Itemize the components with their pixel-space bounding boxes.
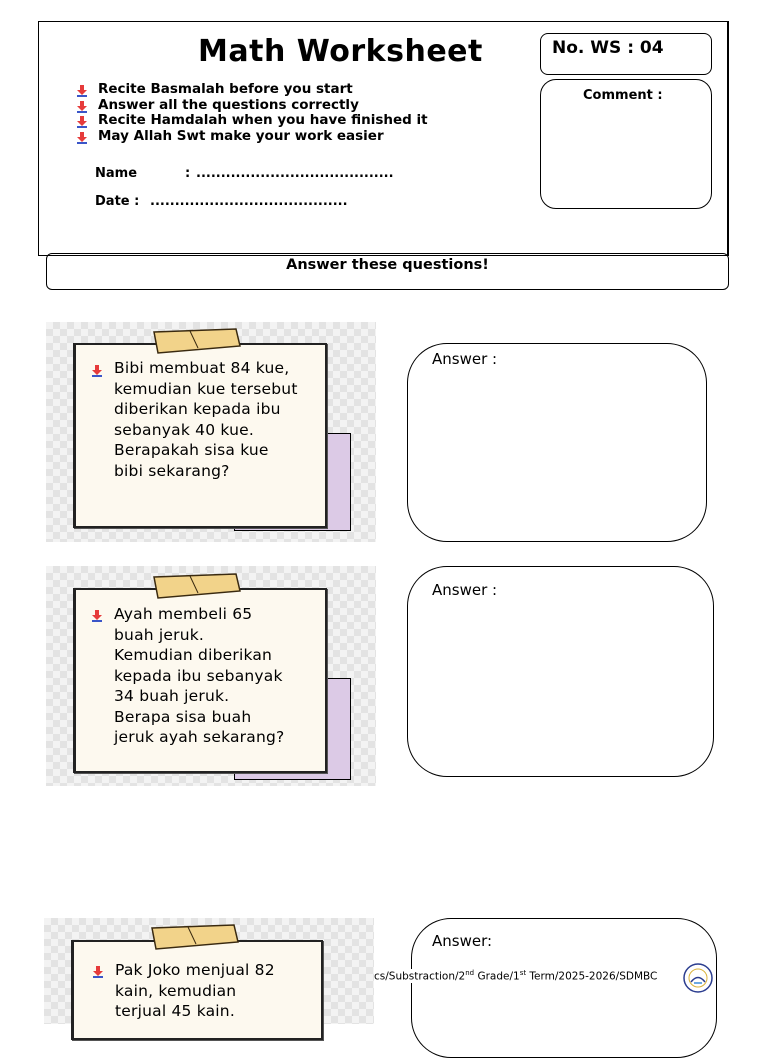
arrow-bullet-icon: [92, 966, 104, 978]
instruction-item: Recite Basmalah before you start: [74, 82, 454, 98]
tape-icon: [150, 571, 242, 601]
footer-code: cs/Substraction/2nd Grade/1st Term/2025-2026/SDMBC: [374, 969, 658, 983]
name-label: Name: [95, 166, 138, 181]
question-text: Pak Joko menjual 82 kain, kemudian terjual 45 kain.: [115, 961, 275, 1020]
date-label: Date :: [95, 194, 140, 209]
worksheet-number: No. WS : 04: [552, 38, 664, 58]
name-separator: :: [185, 166, 191, 181]
arrow-bullet-icon: [76, 116, 88, 128]
answer-label: Answer :: [432, 581, 498, 599]
arrow-bullet-icon: [76, 101, 88, 113]
answer-box[interactable]: [407, 343, 707, 542]
tape-icon: [148, 922, 240, 952]
answer-label: Answer :: [432, 350, 498, 368]
question-text: Bibi membuat 84 kue, kemudian kue tersebut diberikan kepada ibu sebanyak 40 kue. Berapakah sisa kue bibi sekarang?: [114, 359, 298, 480]
arrow-bullet-icon: [76, 85, 88, 97]
school-logo-icon: [682, 962, 714, 994]
instructions-list: [74, 82, 454, 144]
question-text: Ayah membeli 65 buah jeruk. Kemudian diberikan kepada ibu sebanyak 34 buah jeruk. Berapa sisa buah jeruk ayah sekarang?: [114, 605, 285, 746]
name-field[interactable]: ........................................: [196, 166, 394, 181]
worksheet-title: Math Worksheet: [198, 34, 483, 69]
instruction-item: Recite Hamdalah when you have finished it: [74, 113, 454, 129]
instruction-item: Answer all the questions correctly: [74, 98, 454, 114]
comment-label: Comment :: [583, 88, 663, 103]
instruction-item: May Allah Swt make your work easier: [74, 129, 454, 145]
date-field[interactable]: ........................................: [150, 194, 348, 209]
header-frame-edge: [727, 21, 729, 256]
tape-icon: [150, 326, 242, 356]
banner-text: Answer these questions!: [286, 257, 489, 273]
answer-label: Answer:: [432, 932, 493, 950]
arrow-bullet-icon: [76, 132, 88, 144]
arrow-bullet-icon: [91, 365, 103, 377]
arrow-bullet-icon: [91, 610, 103, 622]
